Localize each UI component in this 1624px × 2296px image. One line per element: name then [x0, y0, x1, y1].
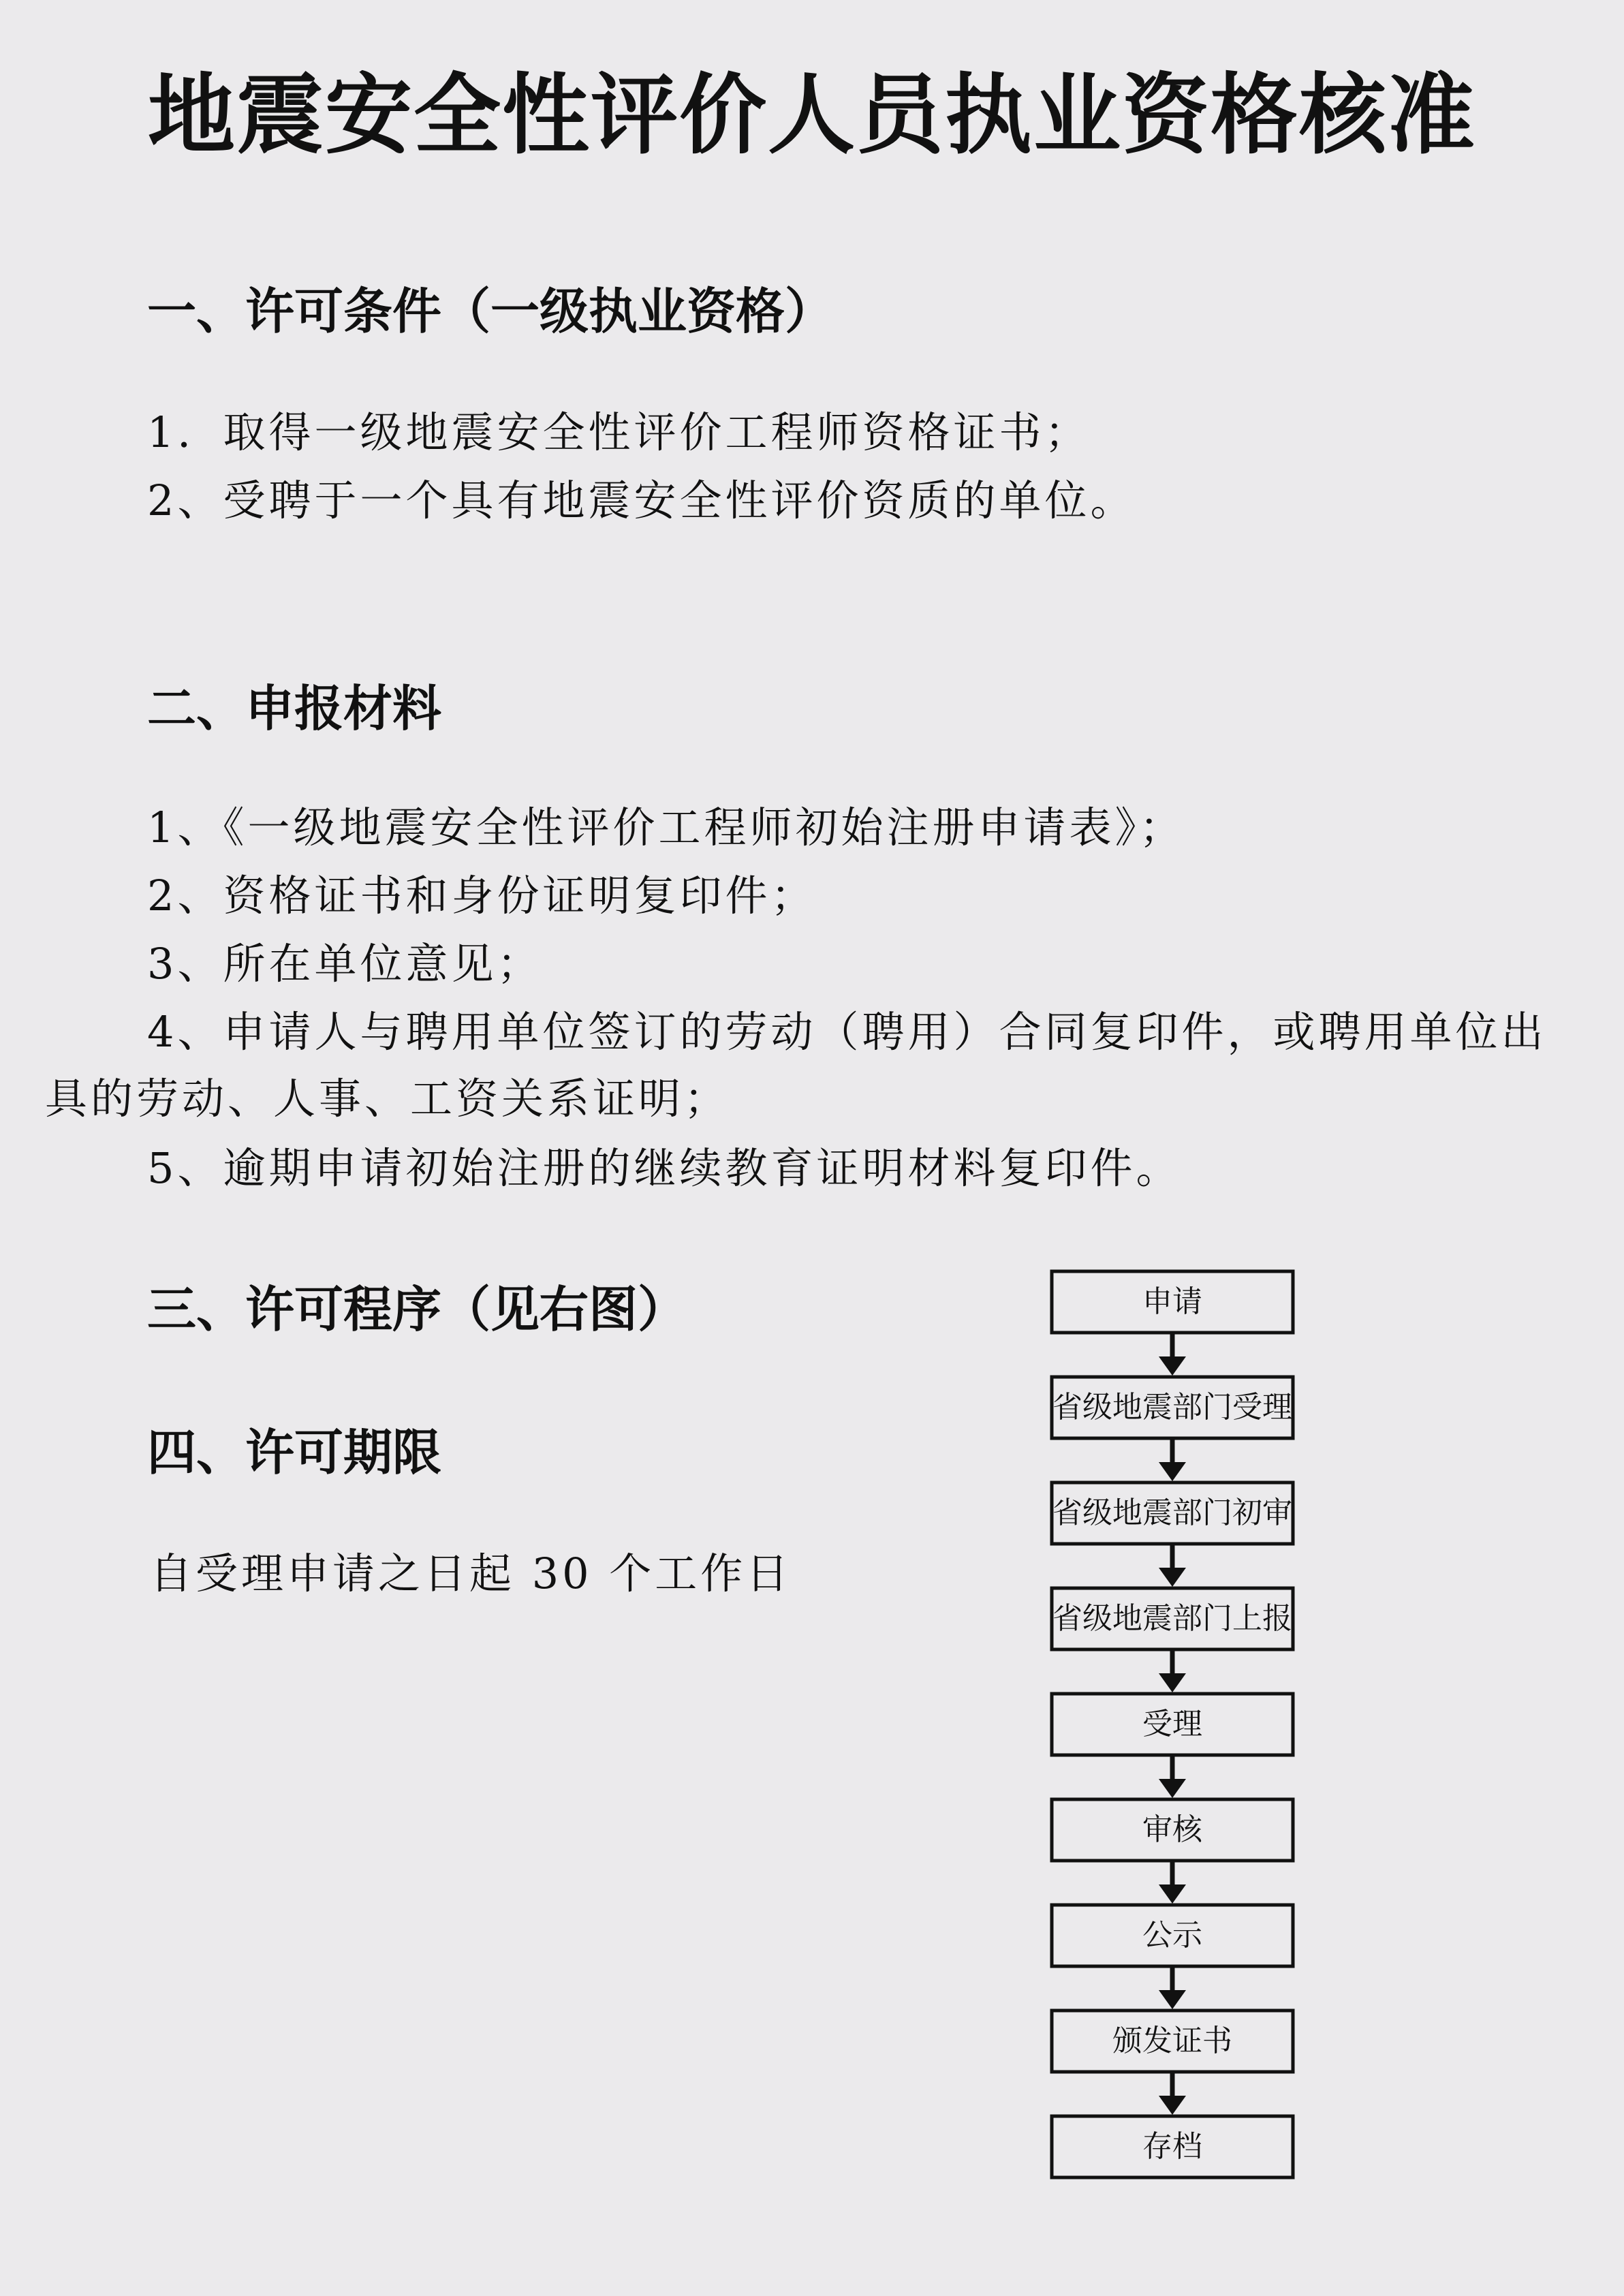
material-item-2: 2、资格证书和身份证明复印件； [147, 871, 817, 920]
arrow-down-icon [1159, 2096, 1186, 2115]
condition-item-2: 2、受聘于一个具有地震安全性评价资质的单位。 [147, 476, 1136, 525]
section-heading-materials: 二、申报材料 [147, 680, 442, 737]
flow-step-label: 公示 [1142, 1918, 1202, 1953]
flow-step-label: 申请 [1142, 1284, 1202, 1319]
material-item-4: 4、申请人与聘用单位签订的劳动（聘用）合同复印件，或聘用单位出具的劳动、人事、工资关系证明； [45, 1007, 1547, 1123]
flow-step-label: 存档 [1142, 2129, 1202, 2164]
section-heading-period: 四、许可期限 [147, 1424, 442, 1481]
arrow-down-icon [1159, 1356, 1186, 1376]
flow-step-label: 审核 [1142, 1812, 1202, 1847]
period-text: 自受理申请之日起 30 个工作日 [150, 1549, 792, 1598]
material-item-5: 5、逾期申请初始注册的继续教育证明材料复印件。 [147, 1143, 1182, 1193]
arrow-down-icon [1159, 1884, 1186, 1904]
arrow-down-icon [1159, 1462, 1186, 1481]
arrow-down-icon [1159, 1779, 1186, 1798]
flow-step-label: 省级地震部门上报 [1052, 1601, 1292, 1636]
flow-step-label: 省级地震部门初审 [1052, 1495, 1292, 1530]
condition-item-1: 1．取得一级地震安全性评价工程师资格证书； [147, 407, 1091, 457]
flow-step-label: 受理 [1142, 1707, 1202, 1741]
arrow-down-icon [1159, 1568, 1186, 1587]
page-title: 地震安全性评价人员执业资格核准 [147, 65, 1476, 166]
flow-step-label: 省级地震部门受理 [1052, 1390, 1292, 1425]
flow-step-label: 颁发证书 [1112, 2023, 1232, 2058]
material-item-1: 1、《一级地震安全性评价工程师初始注册申请表》； [147, 803, 1185, 852]
material-item-3: 3、所在单位意见； [147, 939, 543, 989]
arrow-down-icon [1159, 1673, 1186, 1692]
section-heading-procedure: 三、许可程序（见右图） [147, 1281, 687, 1338]
arrow-down-icon [1159, 1990, 1186, 2009]
section-heading-conditions: 一、许可条件（一级执业资格） [147, 283, 834, 340]
